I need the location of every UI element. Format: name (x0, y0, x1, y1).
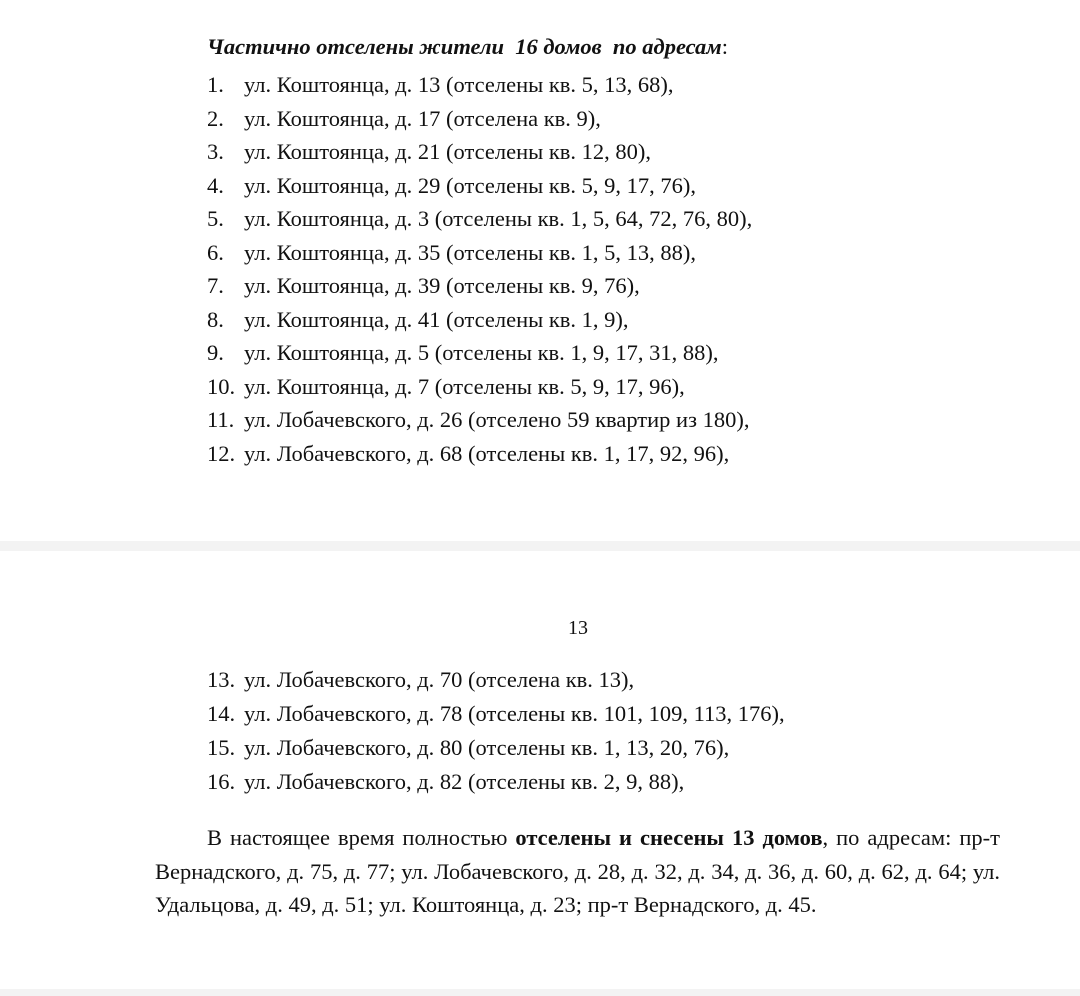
item-number: 16. (207, 769, 236, 794)
page-number: 13 (568, 617, 588, 639)
item-text: ул. Лобачевского, д. 26 (отселено 59 квартир из 180), (244, 407, 750, 432)
item-number: 13. (207, 667, 236, 692)
item-text: ул. Лобачевского, д. 78 (отселены кв. 101, 109, 113, 176), (244, 701, 785, 726)
item-text: ул. Лобачевского, д. 68 (отселены кв. 1, 17, 92, 96), (244, 440, 730, 466)
page-separator (0, 989, 1080, 996)
para-bold: отселены и снесены 13 домов (515, 825, 823, 850)
list-item (207, 439, 729, 469)
list-item (207, 372, 685, 402)
item-number: 6. (207, 239, 224, 265)
item-text: ул. Лобачевского, д. 82 (отселены кв. 2, 9, 88), (244, 769, 685, 794)
item-number: 10. (207, 373, 236, 399)
item-number: 14. (207, 701, 236, 726)
demolished-houses-paragraph (155, 821, 1000, 922)
list-item (207, 733, 729, 763)
item-text: ул. Лобачевского, д. 80 (отселены кв. 1, 13, 20, 76), (244, 735, 730, 760)
item-number: 7. (207, 273, 224, 298)
list-item (207, 405, 749, 435)
list-item (207, 271, 640, 301)
list-item (207, 338, 719, 368)
list-item (207, 665, 634, 695)
item-text: ул. Коштоянца, д. 13 (отселены кв. 5, 13, 68), (244, 72, 674, 97)
item-text: ул. Коштоянца, д. 29 (отселены кв. 5, 9, 17, 76), (244, 172, 697, 198)
list-item (207, 171, 696, 201)
item-number: 5. (207, 206, 224, 231)
section-heading (207, 34, 728, 60)
item-text: ул. Коштоянца, д. 17 (отселена кв. 9), (244, 105, 601, 131)
list-item (207, 204, 752, 234)
list-item (207, 699, 785, 729)
item-number: 1. (207, 72, 224, 97)
list-item (207, 238, 696, 268)
item-text: ул. Коштоянца, д. 39 (отселены кв. 9, 76), (244, 273, 640, 298)
list-item (207, 104, 601, 134)
list-item (207, 305, 629, 335)
item-number: 9. (207, 340, 224, 365)
item-text: ул. Коштоянца, д. 41 (отселены кв. 1, 9), (244, 306, 629, 332)
item-number: 11. (207, 407, 235, 432)
document-page-13 (0, 551, 1080, 989)
list-item (207, 137, 651, 167)
item-number: 4. (207, 172, 224, 198)
item-text: ул. Коштоянца, д. 21 (отселены кв. 12, 80), (244, 139, 652, 164)
item-number: 8. (207, 306, 224, 332)
para-rest: , по адресам: пр-т Вернадского, д. 75, д. 77; ул. Лобачевского, д. 28, д. 32, д. 34, д. 36, д. 60, д. 62, д. 64; ул. Удальцова, д. 49, д. 51; ул. Коштоянца, д. 23; пр-т Вернадского, д. 45. (155, 825, 1000, 917)
item-number: 12. (207, 440, 236, 466)
item-text: ул. Коштоянца, д. 3 (отселены кв. 1, 5, 64, 72, 76, 80), (244, 206, 753, 231)
item-number: 2. (207, 105, 224, 131)
heading-colon: : (721, 34, 728, 59)
list-item (207, 70, 674, 100)
item-text: ул. Лобачевского, д. 70 (отселена кв. 13), (244, 667, 635, 692)
list-item (207, 767, 684, 797)
para-lead: В настоящее время полностью (207, 825, 516, 850)
heading-text: Частично отселены жители 16 домов по адресам (207, 34, 722, 59)
item-text: ул. Коштоянца, д. 7 (отселены кв. 5, 9, 17, 96), (244, 373, 685, 399)
item-text: ул. Коштоянца, д. 5 (отселены кв. 1, 9, 17, 31, 88), (244, 340, 719, 365)
item-text: ул. Коштоянца, д. 35 (отселены кв. 1, 5, 13, 88), (244, 239, 697, 265)
item-number: 15. (207, 735, 236, 760)
item-number: 3. (207, 139, 224, 164)
page-separator (0, 541, 1080, 551)
